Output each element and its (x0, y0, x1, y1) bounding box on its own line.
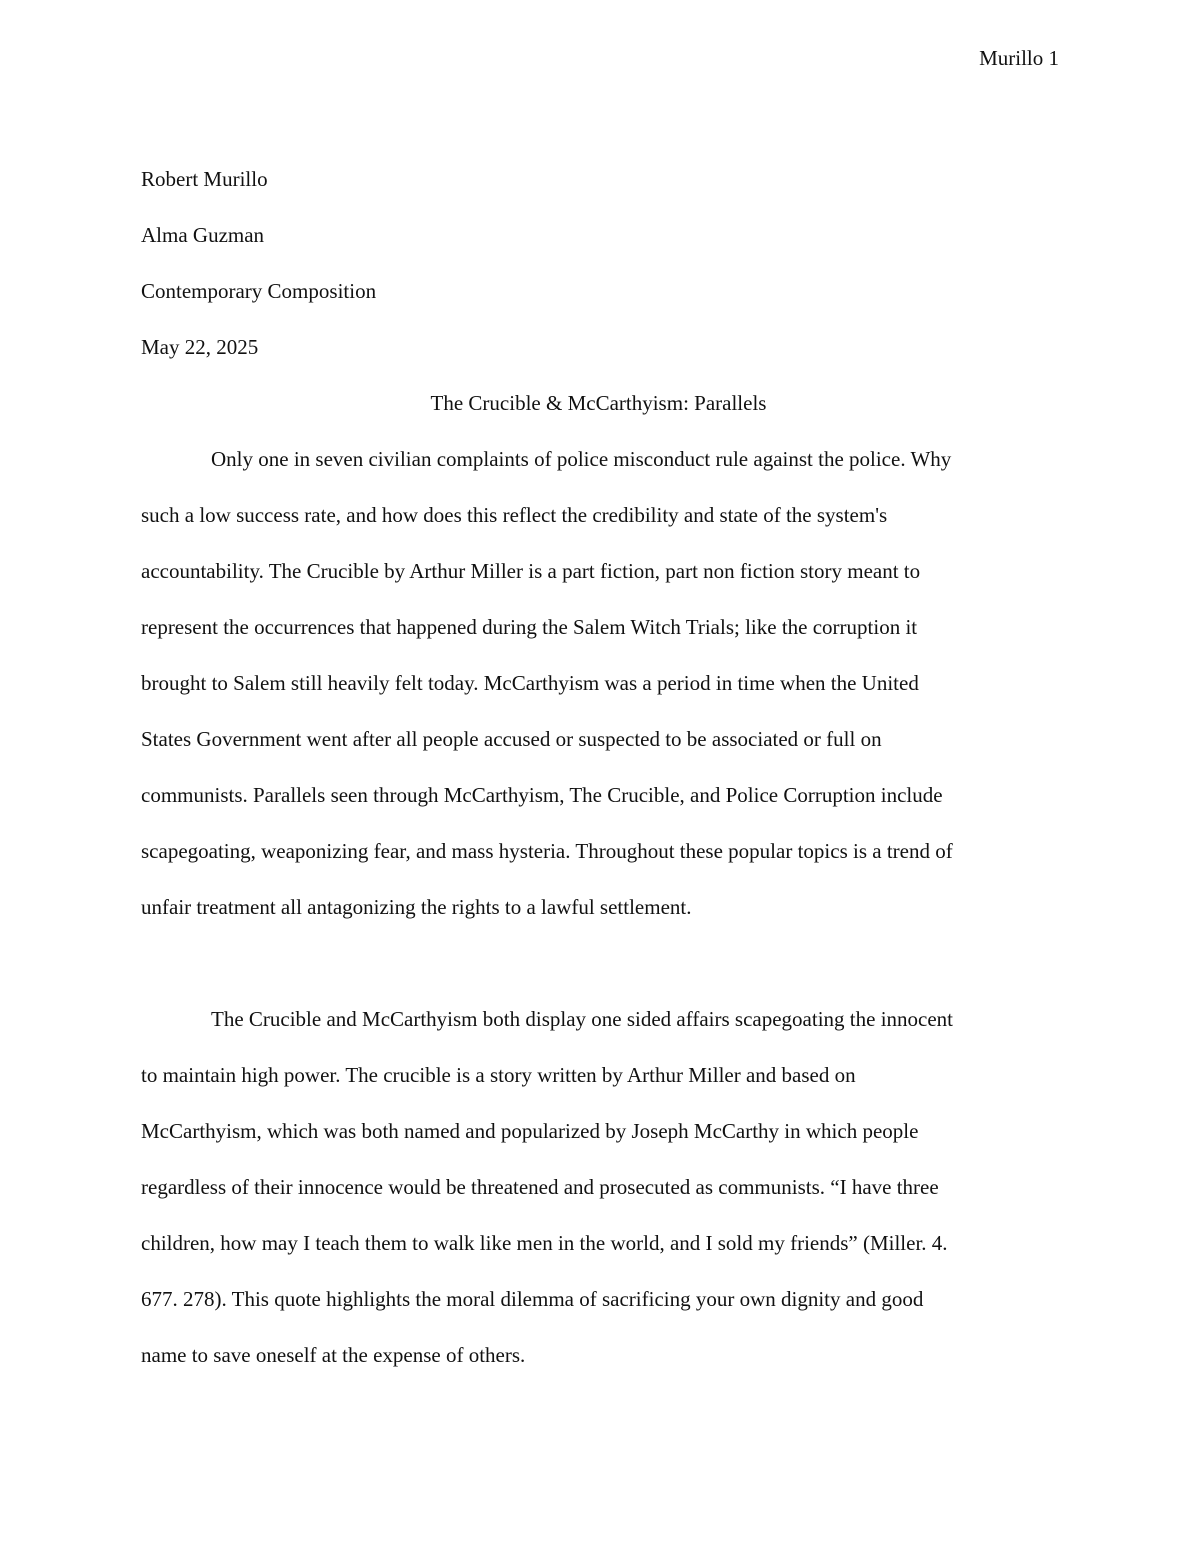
paragraph-line: States Government went after all people accused or suspected to be associated or full on (141, 727, 882, 751)
course-name: Contemporary Composition (141, 279, 377, 303)
paragraph-2 (141, 991, 1056, 1383)
paragraph-line: 677. 278). This quote highlights the moral dilemma of sacrificing your own dignity and good (141, 1287, 924, 1311)
paragraph-1 (141, 431, 1056, 935)
paragraph-line: regardless of their innocence would be threatened and prosecuted as communists. “I have three (141, 1175, 939, 1199)
submission-date: May 22, 2025 (141, 335, 259, 359)
paragraph-line: communists. Parallels seen through McCarthyism, The Crucible, and Police Corruption include (141, 783, 943, 807)
paragraph-line: such a low success rate, and how does this reflect the credibility and state of the system's (141, 503, 888, 527)
paragraph-line: accountability. The Crucible by Arthur Miller is a part fiction, part non fiction story meant to (141, 559, 921, 583)
running-header-page-label: Murillo 1 (979, 46, 1059, 70)
document-body (141, 151, 1056, 1383)
paragraph-line: represent the occurrences that happened during the Salem Witch Trials; like the corruption it (141, 615, 918, 639)
paragraph-line: The Crucible and McCarthyism both display one sided affairs scapegoating the innocent (211, 1007, 954, 1031)
paragraph-line: Only one in seven civilian complaints of police misconduct rule against the police. Why (211, 447, 952, 471)
author-name: Robert Murillo (141, 167, 268, 191)
paragraph-line: McCarthyism, which was both named and popularized by Joseph McCarthy in which people (141, 1119, 919, 1143)
paragraph-line: scapegoating, weaponizing fear, and mass hysteria. Throughout these popular topics is a trend of (141, 839, 953, 863)
paragraph-line: unfair treatment all antagonizing the rights to a lawful settlement. (141, 895, 692, 919)
paragraph-line: brought to Salem still heavily felt today. McCarthyism was a period in time when the United (141, 671, 919, 695)
paragraph-line: name to save oneself at the expense of others. (141, 1343, 526, 1367)
paragraph-line: to maintain high power. The crucible is a story written by Arthur Miller and based on (141, 1063, 856, 1087)
paragraph-line: children, how may I teach them to walk like men in the world, and I sold my friends” (Miller. 4. (141, 1231, 948, 1255)
essay-title: The Crucible & McCarthyism: Parallels (430, 391, 767, 415)
paragraph-spacer (141, 935, 1056, 991)
instructor-name: Alma Guzman (141, 223, 265, 247)
